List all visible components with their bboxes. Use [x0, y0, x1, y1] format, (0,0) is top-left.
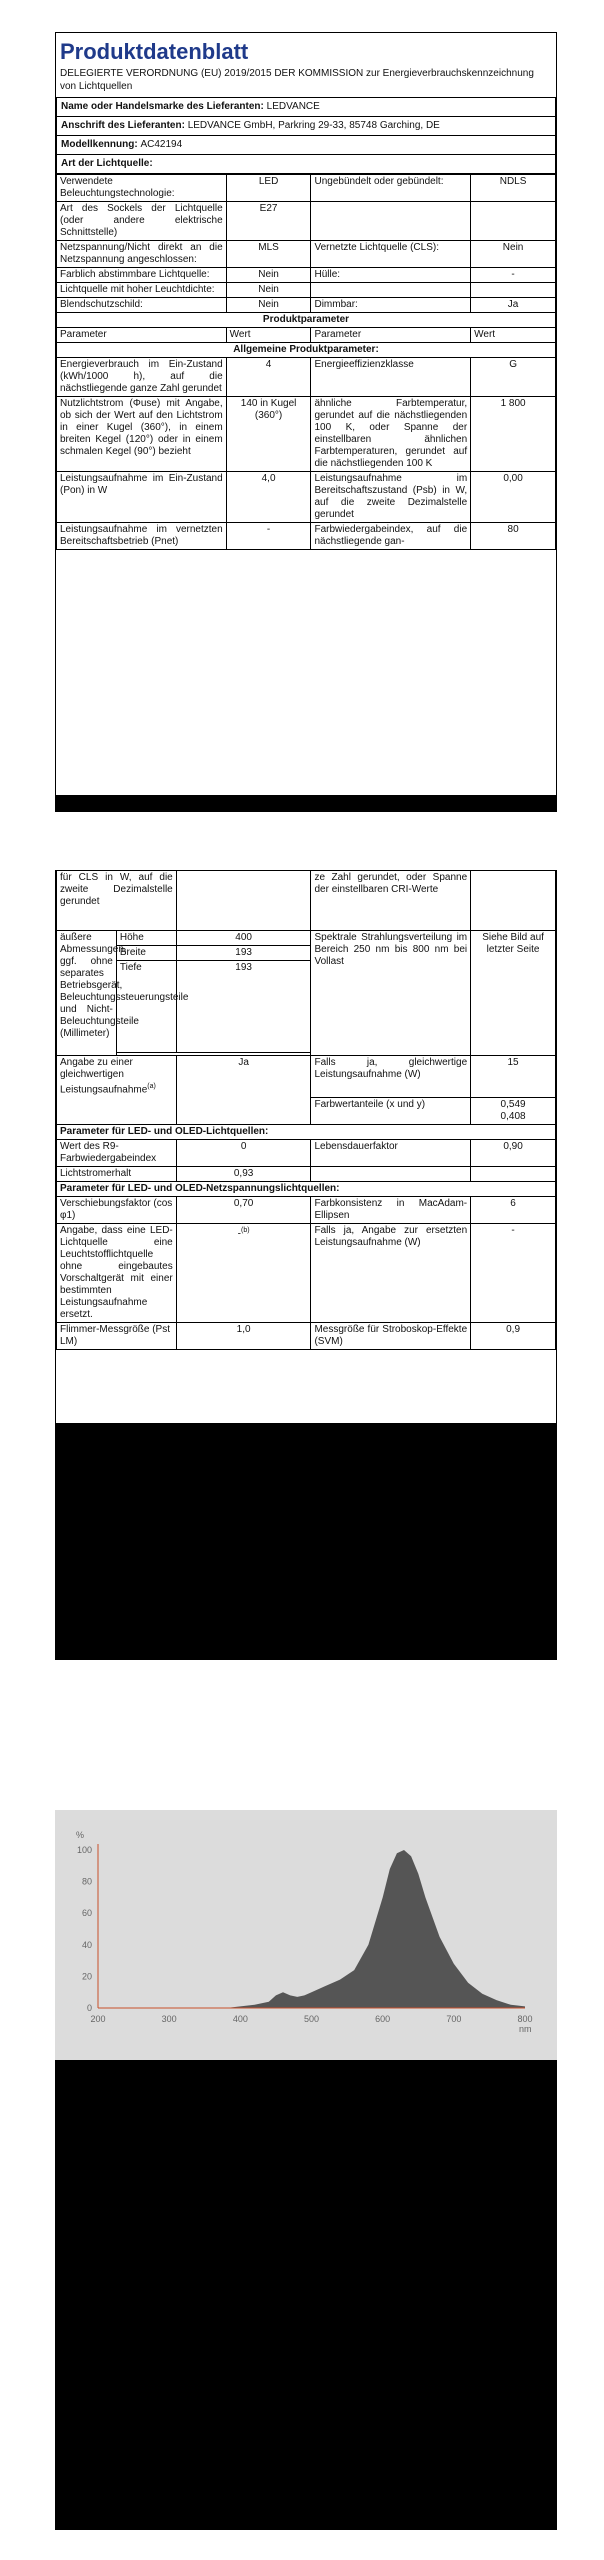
x-tick-label: 700 — [446, 2014, 462, 2024]
x-tick-label: 400 — [232, 2014, 248, 2024]
regulation-subtitle: DELEGIERTE VERORDNUNG (EU) 2019/2015 DER KOMMISSION zur Energieverbrauchskennzeichnung von Lichtquellen — [60, 68, 534, 92]
table-row: Flimmer-Messgröße (Pst LM) 1,0 Messgröße für Stroboskop-Effekte (SVM) 0,9 — [57, 1323, 556, 1350]
y-tick-label: 100 — [76, 1845, 92, 1855]
col-header-param: Parameter — [57, 328, 227, 343]
section-general-params: Allgemeine Produktparameter: — [57, 343, 556, 358]
y-tick-label: 0 — [86, 2003, 92, 2013]
model-id: AC42194 — [140, 139, 183, 150]
table-row: Lichtquelle mit hoher Leuchtdichte: Nein — [57, 283, 556, 298]
params-table-continued — [56, 870, 556, 1350]
page-bottom-block — [55, 2060, 557, 2530]
spd-label: Spektrale Strahlungsverteilung im Bereich 250 nm bis 800 nm bei Vollast — [311, 931, 471, 1056]
table-row: Tiefe 193 — [57, 961, 556, 1053]
y-tick-label: 80 — [81, 1876, 92, 1887]
col-header-param-2: Parameter — [311, 328, 471, 343]
table-row: Farblich abstimmbare Lichtquelle: Nein Hülle: - — [57, 268, 556, 283]
dims-label: äußere Abmessungen, ggf. ohne separates Betriebsgerät, Beleuchtungssteuerungsteile und Nicht-Beleuchtungsteile (Millimeter) — [57, 931, 117, 1056]
light-source-type-label: Art der Lichtquelle: — [57, 155, 556, 174]
y-axis-label: % — [76, 1830, 85, 1840]
spectral-chart — [55, 1810, 557, 2060]
table-row: äußere Abmessungen, ggf. ohne separates Betriebsgerät, Beleuchtungssteuerungsteile und Nicht-Beleuchtungsteile (Millimeter) Höhe 400 Spektrale Strahlungsverteilung im Bereich 250 nm bis 800 nm bei Vollast Siehe Bild auf letzter Seite — [57, 931, 556, 946]
datasheet-page-3 — [55, 1710, 557, 2530]
section-led: Parameter für LED- und OLED-Lichtquellen: — [57, 1125, 556, 1140]
table-row: Angabe, dass eine LED-Lichtquelle eine Leuchtstofflichtquelle ohne eingebautes Vorschaltgerät mit einer bestimmten Leistungsaufnahme ersetzt. -$^{(b)}$ Falls ja, Angabe zur ersetzten Leistungsaufnahme (W) - — [57, 1224, 556, 1323]
spectral-chart-svg — [55, 1810, 557, 2060]
table-row: Energieverbrauch im Ein-Zustand (kWh/1000 h), auf die nächstliegende ganze Zahl gerundet 4 Energieeffizienzklasse G — [57, 358, 556, 397]
table-row: Netzspannung/Nicht direkt an die Netzspannung angeschlossen: MLS Vernetzte Lichtquelle (CLS): Nein — [57, 241, 556, 268]
table-row: Nutzlichtstrom (Φuse) mit Angabe, ob sich der Wert auf den Lichtstrom in einer Kugel (360°), in einem breiten Kegel (120°) oder in einem schmalen Kegel (90°) bezieht 140 in Kugel (360°) ähnliche Farbtemperatur, gerundet auf die nächstliegenden 100 K, oder Spanne der einstellbaren ähnlichen Farbtemperaturen, gerundet auf die nächstliegenden 100 K 1 800 — [57, 397, 556, 472]
table-row: Lichtstromerhalt 0,93 — [57, 1167, 556, 1182]
model-row: Modellkennung: AC42194 — [57, 136, 556, 155]
type-table — [56, 174, 556, 550]
page-bottom-bar — [56, 795, 556, 811]
spd-value: Siehe Bild auf letzter Seite — [471, 931, 556, 1056]
table-row: für CLS in W, auf die zweite Dezimalstelle gerundet ze Zahl gerundet, oder Spanne der einstellbaren CRI-Werte — [57, 871, 556, 931]
table-row: Blendschutzschild: Nein Dimmbar: Ja — [57, 298, 556, 313]
table-row: Leistungsaufnahme im vernetzten Bereitschaftsbetrieb (Pnet) - Farbwiedergabeindex, auf die nächstliegende gan- 80 — [57, 523, 556, 550]
spectrum-area — [226, 1850, 525, 2008]
table-row: Leistungsaufnahme im Ein-Zustand (Pon) in W 4,0 Leistungsaufnahme im Bereitschaftszustand (Psb) in W, auf die zweite Dezimalstelle gerundet 0,00 — [57, 472, 556, 523]
y-tick-label: 20 — [81, 1971, 92, 1982]
supplier-name-row: Name oder Handelsmarke des Lieferanten: LEDVANCE — [57, 98, 556, 117]
table-row: Wert des R9-Farbwiedergabeindex 0 Lebensdauerfaktor 0,90 — [57, 1140, 556, 1167]
y-tick-label: 60 — [81, 1908, 92, 1919]
header-table — [56, 97, 556, 174]
supplier-address: LEDVANCE GmbH, Parkring 29-33, 85748 Garching, DE — [187, 120, 440, 131]
supplier-address-row: Anschrift des Lieferanten: LEDVANCE GmbH, Parkring 29-33, 85748 Garching, DE — [57, 117, 556, 136]
table-row: Verwendete Beleuchtungstechnologie: LED Ungebündelt oder gebündelt: NDLS — [57, 175, 556, 202]
table-row: Art des Sockels der Lichtquelle (oder andere elektrische Schnittstelle) E27 — [57, 202, 556, 241]
table-row: Verschiebungsfaktor (cos φ1) 0,70 Farbkonsistenz in MacAdam-Ellipsen 6 — [57, 1197, 556, 1224]
x-axis-label: nm — [519, 2024, 532, 2034]
table-row: Breite 193 — [57, 946, 556, 961]
supplier-name: LEDVANCE — [266, 101, 320, 112]
col-header-value: Wert — [226, 328, 311, 343]
section-product-params: Produktparameter — [57, 313, 556, 328]
section-mls: Parameter für LED- und OLED-Netzspannungslichtquellen: — [57, 1182, 556, 1197]
table-row: Farbwertanteile (x und y) 0,549 0,408 — [57, 1098, 556, 1125]
x-tick-label: 300 — [161, 2014, 177, 2024]
x-tick-label: 500 — [303, 2014, 320, 2024]
col-header-value-2: Wert — [471, 328, 556, 343]
page-bottom-block — [56, 1423, 556, 1659]
x-tick-label: 200 — [90, 2014, 106, 2024]
datasheet-page-1 — [55, 32, 557, 812]
table-row: Angabe zu einer gleichwertigen Leistungsaufnahme$^{(a)}$ Ja Falls ja, gleichwertige Leistungsaufnahme (W) 15 — [57, 1056, 556, 1098]
x-tick-label: 600 — [375, 2014, 391, 2024]
y-tick-label: 40 — [81, 1939, 92, 1950]
x-tick-label: 800 — [517, 2014, 533, 2024]
page-title: Produktdatenblatt — [60, 39, 249, 64]
datasheet-page-2 — [55, 870, 557, 1660]
